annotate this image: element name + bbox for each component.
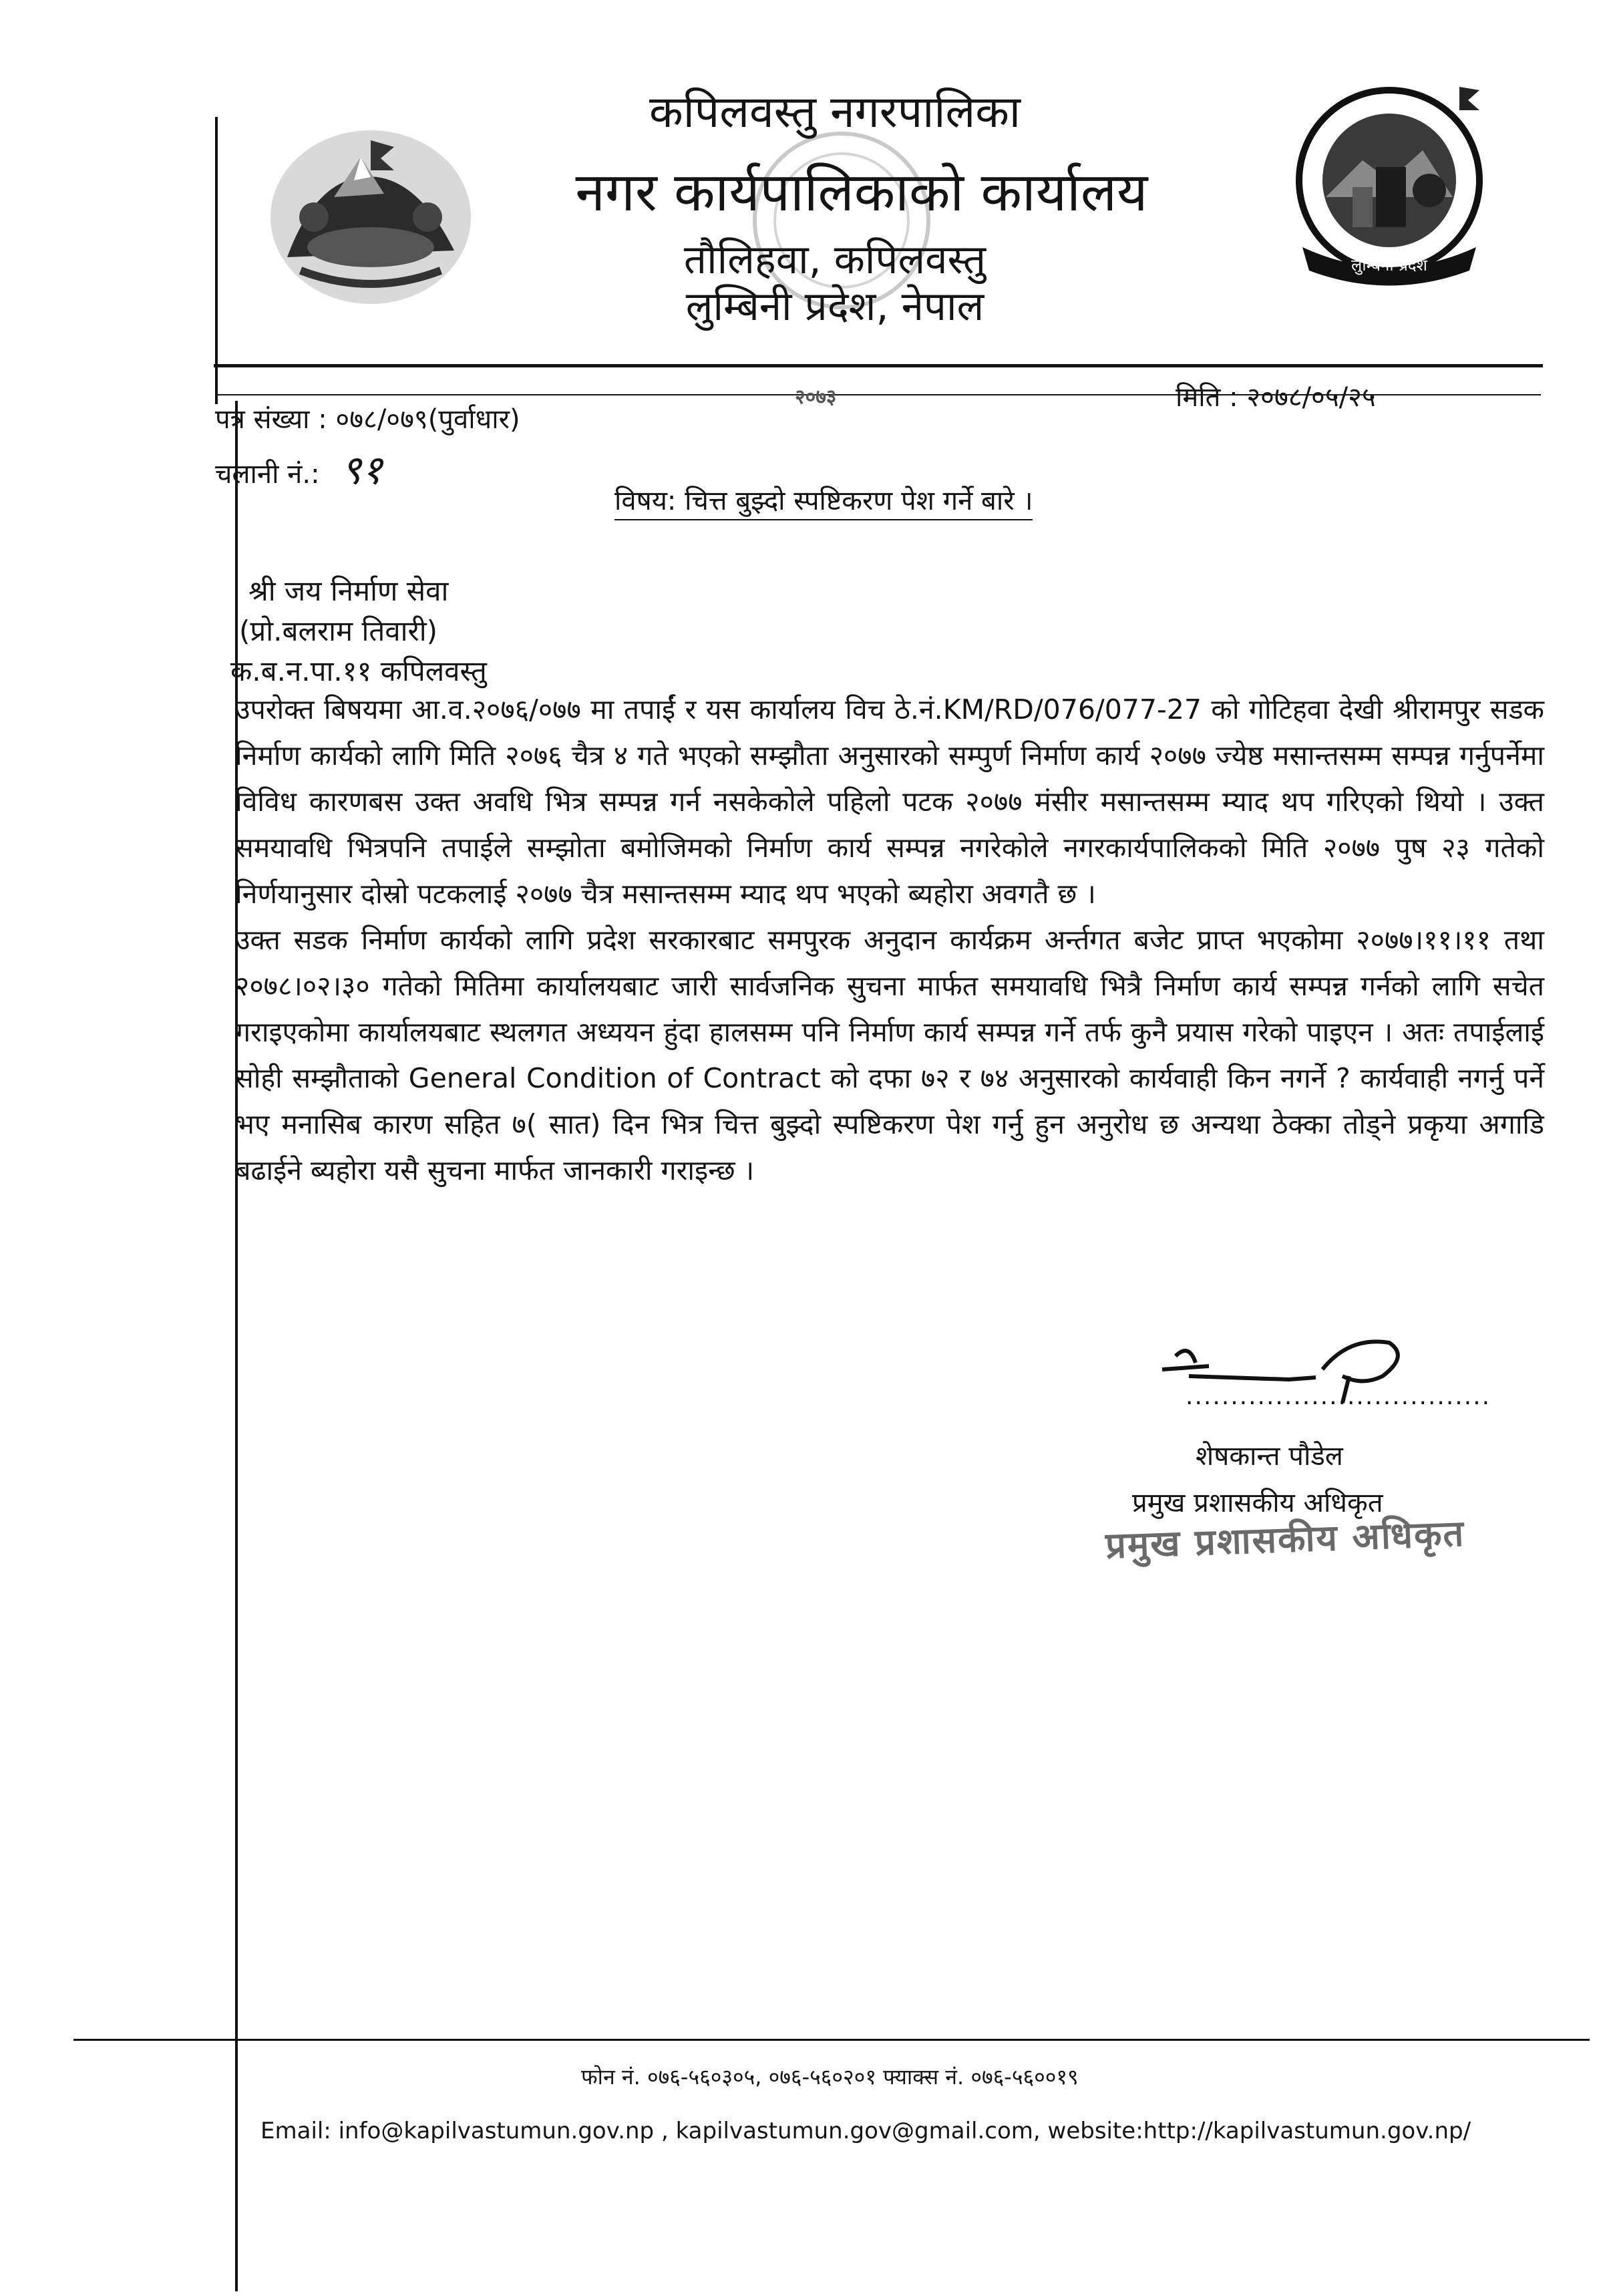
signature-line: .................................. (1186, 1383, 1491, 1410)
seal-year-text: २०७३ (795, 385, 837, 409)
title-rubber-stamp: प्रमुख प्रशासकीय अधिकृत (1105, 1512, 1466, 1567)
logo-ribbon-text: लुम्बिनी प्रदेश (1351, 256, 1427, 275)
header-divider-line (214, 364, 1543, 367)
recipient-name: श्री जय निर्माण सेवा (248, 575, 449, 607)
left-margin-line (215, 117, 218, 404)
recipient-proprietor: (प्रो.बलराम तिवारी) (239, 615, 437, 647)
letter-subject: विषय: चित्त बुझ्दो स्पष्टिकरण पेश गर्ने बारे । (614, 481, 1033, 520)
recipient-address: क.ब.न.पा.११ कपिलवस्तु (230, 655, 487, 687)
signer-name: शेषकान्त पौडेल (1196, 1441, 1343, 1472)
dispatch-number-handwritten: ९१ (341, 447, 383, 494)
office-address: तौलिहवा, कपिलवस्तु (683, 236, 987, 283)
municipality-logo-icon (1289, 80, 1489, 294)
office-name: नगर कार्यपालिकाको कार्यालय (575, 161, 1148, 223)
signer-title: प्रमुख प्रशासकीय अधिकृत (1132, 1488, 1383, 1518)
body-paragraph-1: उपरोक्त बिषयमा आ.व.२०७६/०७७ मा तपाईं र यस कार्यालय विच ठे.नं.KM/RD/076/077-27 को गोटिहवा देखी श्रीरामपुर सडक निर्माण कार्यको लागि मिति २०७६ चैत्र ४ गते भएको सम्झौता अनुसारको सम्पुर्ण निर्माण कार्य २०७७ ज्येष्ठ मसान्तसम्म सम्पन्न गर्नुपर्नेमा विविध कारणबस उक्त अवधि भित्र सम्पन्न गर्न नसकेकोले पहिलो पटक २०७७ मंसीर मसान्तसम्म म्याद थप गरिएको थियो । उक्त समयावधि भित्रपनि तपाईले सम्झोता बमोजिमको निर्माण कार्य सम्पन्न नगरेकोले नगरकार्यपालिकको मिति २०७७ पुष २३ गतेको निर्णयानुसार दोस्रो पटकलाई २०७७ चैत्र मसान्तसम्म म्याद थप भएको ब्यहोरा अवगतै छ । (235, 693, 1544, 910)
office-province: लुम्बिनी प्रदेश, नेपाल (685, 283, 985, 330)
letter-number: पत्र संख्या : ०७८/०७९(पुर्वाधार) (215, 404, 520, 435)
footer-contact: Email: info@kapilvastumun.gov.np , kapilvastumun.gov@gmail.com, website:http://kapilvastumun.gov.np/ (260, 2118, 1471, 2144)
footer-divider-line (73, 2039, 1590, 2041)
org-name: कपिलवस्तु नगरपालिका (649, 86, 1021, 138)
body-paragraph-2: उक्त सडक निर्माण कार्यको लागि प्रदेश सरकारबाट समपुरक अनुदान कार्यक्रम अर्न्तगत बजेट प्राप्त भएकोमा २०७७।११।११ तथा २०७८।०२।३० गतेको मितिमा कार्यालयबाट जारी सार्वजनिक सुचना मार्फत समयावधि भित्रै निर्माण कार्य सम्पन्न गर्नको लागि सचेत गराइएकोमा कार्यालयबाट स्थलगत अध्ययन हुंदा हालसम्म पनि निर्माण कार्य सम्पन्न गर्ने तर्फ कुनै प्रयास गरेको पाइएन । अतः तपाईलाई सोही सम्झौताको General Condition of Contract को दफा ७२ र ७४ अनुसारको कार्यवाही किन नगर्ने ? कार्यवाही नगर्नु पर्ने भए मनासिब कारण सहित ७( सात) दिन भित्र चित्त बुझ्दो स्पष्टिकरण पेश गर्नु हुन अनुरोध छ अन्यथा ठेक्का तोड्ने प्रकृया अगाडि बढाईने ब्यहोरा यसै सुचना मार्फत जानकारी गराइन्छ । (235, 924, 1545, 1186)
letter-body (235, 687, 1544, 1194)
footer-phone: फोन नं. ०७६-५६०३०५, ०७६-५६०२०१ फ्याक्स नं. ०७६-५६००१९ (581, 2064, 1079, 2090)
letter-date: मिति : २०७८/०५/२५ (1176, 382, 1376, 413)
dispatch-label: चलानी नं.: (215, 459, 320, 490)
nepal-emblem-icon (260, 117, 481, 311)
